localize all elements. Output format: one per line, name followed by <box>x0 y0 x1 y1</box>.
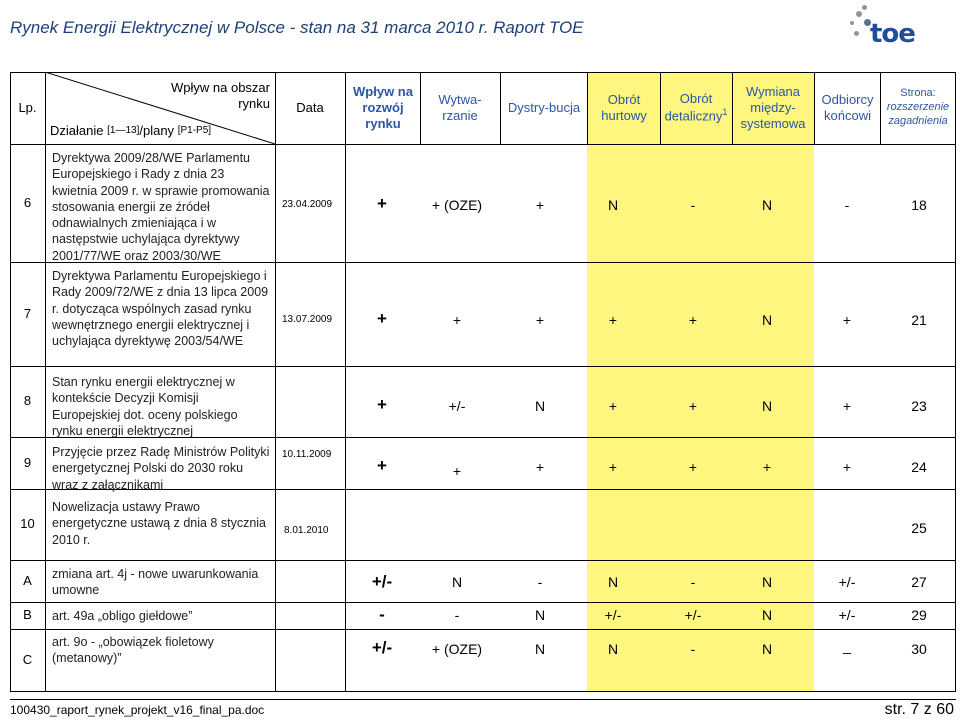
row-desc: Dyrektywa Parlamentu Europejskiego i Rady 2009/72/WE z dnia 13 lipca 2009 r. dotycząca wspólnych zasad rynku wewnętrznego energii elektrycznej i uchylająca dyrektywę 2003/54/WE <box>52 269 269 348</box>
row-obrot-detaliczny: - <box>690 197 696 213</box>
logo-dot <box>854 31 859 36</box>
row-strona: 27 <box>911 574 927 590</box>
row-obrot-hurtowy: N <box>607 197 619 213</box>
row-odbiorcy: + <box>842 398 852 414</box>
row-wymiana: N <box>761 574 773 590</box>
row-obrot-hurtowy: + <box>608 459 618 475</box>
row-odbiorcy: _ <box>843 638 851 654</box>
header-diagonal <box>45 72 275 144</box>
logo-dot <box>856 11 862 17</box>
logo-dot <box>862 5 867 10</box>
row-wymiana: N <box>761 641 773 657</box>
row-impact: + <box>377 456 387 475</box>
row-impact: +/- <box>371 638 393 657</box>
row-impact: + <box>377 395 387 414</box>
row-obrot-detaliczny: - <box>690 574 696 590</box>
row-desc: zmiana art. 4j - nowe uwarunkowania umowne <box>52 567 259 598</box>
row-wytwarzanie: +/- <box>448 398 466 414</box>
row-lp: 10 <box>20 516 35 532</box>
row-dystrybucja: N <box>534 398 546 414</box>
row-impact: - <box>379 605 385 624</box>
row-obrot-detaliczny: +/- <box>684 607 702 623</box>
logo-text: toe <box>870 19 915 49</box>
header-area-top: Wpływ na obszar rynku <box>171 79 270 111</box>
row-desc: art. 9o - „obowiązek fioletowy (metanowy)” <box>52 635 214 666</box>
footer-divider <box>10 699 956 700</box>
page-title: Rynek Energii Elektrycznej w Polsce - stan na 31 marca 2010 r. Raport TOE <box>10 18 584 37</box>
header-impact: Wpływ na rozwój rynku <box>353 83 413 132</box>
row-lp: 8 <box>23 393 32 409</box>
row-obrot-detaliczny: + <box>688 398 698 414</box>
row-impact: + <box>377 194 387 213</box>
header-odbiorcy: Odbiorcy końcowi <box>821 91 874 123</box>
row-lp: 6 <box>23 194 32 210</box>
row-wymiana: N <box>761 607 773 623</box>
row-desc: Dyrektywa 2009/28/WE Parlamentu Europejskiego i Rady z dnia 23 kwietnia 2009 r. w sprawie promowania stosowania energii ze źródeł odnawialnych zmieniająca i w następstwie uchylająca dyrektywy 2001/77/WE oraz 2003/30/WE <box>52 151 270 263</box>
row-odbiorcy: +/- <box>838 607 856 623</box>
row-wytwarzanie: + <box>452 463 462 479</box>
header-data: Data <box>296 99 324 115</box>
row-obrot-detaliczny: - <box>690 641 696 657</box>
market-impact-table <box>10 72 956 692</box>
footer-page-number: str. 7 z 60 <box>884 701 954 718</box>
row-wymiana: N <box>761 312 773 328</box>
row-odbiorcy: + <box>842 459 852 475</box>
row-lp: 7 <box>23 305 32 321</box>
row-lp: B <box>23 607 32 623</box>
row-date: 8.01.2010 <box>284 525 329 536</box>
row-wytwarzanie: + (OZE) <box>431 641 483 657</box>
row-desc: Stan rynku energii elektrycznej w kontekście Decyzji Komisji Europejskiej dot. oceny polskiego rynku energii elektrycznej <box>52 375 238 438</box>
row-wymiana: + <box>762 459 772 475</box>
row-wymiana: N <box>761 197 773 213</box>
row-date: 13.07.2009 <box>282 314 333 325</box>
row-strona: 21 <box>911 312 927 328</box>
footer-filename: 100430_raport_rynek_projekt_v16_final_pa.doc <box>10 703 265 717</box>
row-wytwarzanie: + (OZE) <box>431 197 483 213</box>
row-lp: A <box>23 572 32 588</box>
row-obrot-hurtowy: +/- <box>604 607 622 623</box>
row-dystrybucja: + <box>535 197 545 213</box>
header-wytwarzanie: Wytwa-rzanie <box>438 91 482 123</box>
row-lp: 9 <box>23 454 32 470</box>
logo-dot <box>850 21 854 25</box>
row-desc: Nowelizacja ustawy Prawo energetyczne ustawą z dnia 8 stycznia 2010 r. <box>52 500 267 547</box>
row-dystrybucja: N <box>534 607 546 623</box>
row-dystrybucja: - <box>537 574 543 590</box>
row-obrot-detaliczny: + <box>688 312 698 328</box>
header-lp: Lp. <box>18 99 37 115</box>
row-date: 10.11.2009 <box>282 449 332 460</box>
row-odbiorcy: +/- <box>838 574 856 590</box>
row-obrot-hurtowy: + <box>608 312 618 328</box>
highlight-columns <box>587 72 814 692</box>
row-impact: + <box>377 309 387 328</box>
row-wytwarzanie: + <box>452 312 462 328</box>
row-dystrybucja: N <box>534 641 546 657</box>
row-strona: 30 <box>911 641 927 657</box>
header-area-bottom: Działanie [1—13] /plany [P1-P5] <box>50 122 212 138</box>
header-obrot-hurtowy: Obrót hurtowy <box>601 91 647 123</box>
row-odbiorcy: + <box>842 312 852 328</box>
row-obrot-hurtowy: + <box>608 398 618 414</box>
row-wytwarzanie: N <box>451 574 463 590</box>
row-strona: 25 <box>911 520 927 536</box>
header-obrot-detaliczny: Obrót detaliczny$^1$ <box>664 91 728 124</box>
row-wytwarzanie: - <box>454 607 460 623</box>
toe-logo <box>848 3 948 49</box>
header-wymiana: Wymiana między-systemowa <box>740 83 806 132</box>
row-desc: Przyjęcie przez Radę Ministrów Polityki energetycznej Polski do 2030 roku wraz z załącznikami <box>52 445 270 492</box>
row-strona: 23 <box>911 398 927 414</box>
row-strona: 24 <box>911 459 927 475</box>
row-obrot-hurtowy: N <box>607 574 619 590</box>
row-lp: C <box>22 651 33 667</box>
row-dystrybucja: + <box>535 312 545 328</box>
row-strona: 18 <box>911 197 927 213</box>
header-dystrybucja: Dystry-bucja <box>507 99 581 115</box>
row-impact: +/- <box>371 572 393 591</box>
row-dystrybucja: + <box>535 459 545 475</box>
row-desc: art. 49a „obligo giełdowe” <box>52 609 193 623</box>
row-odbiorcy: - <box>844 197 850 213</box>
row-obrot-detaliczny: + <box>688 459 698 475</box>
header-strona: Strona: rozszerzenie zagadnienia <box>886 87 950 127</box>
row-obrot-hurtowy: N <box>607 641 619 657</box>
row-date: 23.04.2009 <box>282 199 333 210</box>
row-wymiana: N <box>761 398 773 414</box>
row-strona: 29 <box>911 607 927 623</box>
